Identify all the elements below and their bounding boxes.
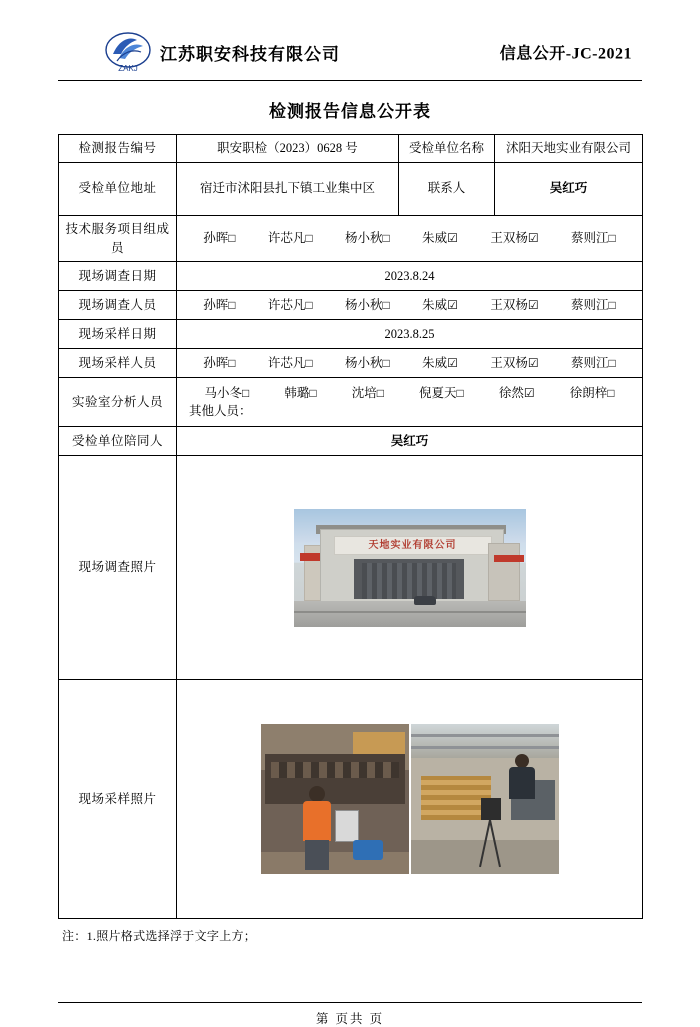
- staff-checkbox-item[interactable]: [490, 229, 538, 248]
- checkbox-empty-icon[interactable]: □: [608, 355, 616, 370]
- document-code: 信息公开-JC-2021: [499, 45, 632, 63]
- staff-name: 朱威: [422, 355, 448, 370]
- table-row: [59, 291, 643, 320]
- photo-beam-1: [411, 734, 559, 737]
- table-row: [59, 680, 643, 919]
- sample-date-label: 现场采样日期: [59, 320, 177, 349]
- report-no-value: 职安职检（2023）0628 号: [177, 135, 399, 163]
- staff-name: 朱威: [422, 297, 448, 312]
- team-members-list: [181, 229, 638, 248]
- checkbox-empty-icon[interactable]: □: [608, 231, 616, 246]
- table-note: 注：1.照片格式选择浮于文字上方；: [62, 929, 257, 944]
- checkbox-empty-icon[interactable]: □: [382, 297, 390, 312]
- staff-checkbox-item[interactable]: [268, 229, 313, 248]
- checkbox-empty-icon[interactable]: □: [382, 355, 390, 370]
- report-no-label: 检测报告编号: [59, 135, 177, 163]
- staff-name: 蔡则江: [571, 297, 609, 312]
- photo-tripod-leg-1: [479, 820, 491, 867]
- staff-checkbox-item[interactable]: [571, 296, 616, 315]
- table-row: [59, 135, 643, 163]
- table-row: [59, 456, 643, 680]
- staff-name: 孙晖: [203, 297, 229, 312]
- survey-staff-cell: [177, 291, 643, 320]
- survey-photo-label: 现场调查照片: [59, 456, 177, 680]
- photo-technician-body: [509, 767, 535, 799]
- staff-checkbox-item[interactable]: [268, 354, 313, 373]
- staff-name: 杨小秋: [345, 355, 383, 370]
- staff-checkbox-item[interactable]: [203, 229, 235, 248]
- survey-date-label: 现场调查日期: [59, 262, 177, 291]
- photo-vehicle: [414, 596, 436, 605]
- sample-staff-cell: [177, 349, 643, 378]
- client-address-value: 宿迁市沭阳县扎下镇工业集中区: [177, 162, 399, 215]
- staff-checkbox-item[interactable]: [203, 354, 235, 373]
- checkbox-checked-icon[interactable]: ☑: [447, 297, 458, 312]
- checkbox-checked-icon[interactable]: ☑: [527, 297, 539, 312]
- sampling-photo-left: [261, 724, 409, 874]
- contact-value: 吴红巧: [495, 162, 643, 215]
- document-header: [58, 26, 642, 78]
- sample-photo-container: [181, 684, 638, 914]
- checkbox-empty-icon[interactable]: □: [456, 385, 464, 400]
- photo-beam-2: [411, 746, 559, 749]
- lab-staff-label: 实验室分析人员: [59, 378, 177, 427]
- staff-name: 王双杨: [490, 297, 528, 312]
- checkbox-empty-icon[interactable]: □: [608, 297, 616, 312]
- photo-road-line: [294, 611, 526, 613]
- checkbox-empty-icon[interactable]: □: [305, 355, 313, 370]
- photo-sampling-device: [335, 810, 359, 842]
- staff-checkbox-item[interactable]: [571, 229, 616, 248]
- table-row: [59, 320, 643, 349]
- photo-tripod-sampler: [471, 798, 511, 868]
- staff-name: 朱威: [422, 231, 448, 246]
- checkbox-checked-icon[interactable]: ☑: [447, 355, 458, 370]
- photo-worker-vest: [303, 801, 331, 841]
- page-title: 检测报告信息公开表: [269, 102, 431, 121]
- info-table: [58, 134, 643, 919]
- checkbox-empty-icon[interactable]: □: [228, 355, 236, 370]
- staff-checkbox-item[interactable]: [345, 229, 390, 248]
- sample-photo-label: 现场采样照片: [59, 680, 177, 919]
- survey-photo-container: [181, 460, 638, 675]
- staff-name: 孙晖: [203, 355, 229, 370]
- team-members-cell: [177, 215, 643, 262]
- footer-divider: [58, 1002, 642, 1003]
- table-row: [59, 427, 643, 456]
- client-name-value: 沭阳天地实业有限公司: [495, 135, 643, 163]
- sample-staff-list: [181, 354, 638, 373]
- photo-technician-head: [515, 754, 529, 768]
- sample-photo-pair: [261, 724, 559, 874]
- photo-ground: [294, 601, 526, 627]
- other-staff-label: 其他人员：: [189, 404, 252, 419]
- staff-name: 王双杨: [490, 231, 528, 246]
- photo-tripod-leg-2: [489, 820, 501, 867]
- checkbox-checked-icon[interactable]: ☑: [527, 231, 539, 246]
- staff-name: 徐朗梓: [569, 385, 608, 400]
- checkbox-empty-icon[interactable]: □: [309, 385, 317, 400]
- table-row: [59, 162, 643, 215]
- photo-worker-legs: [305, 840, 329, 870]
- page-number: 第 页共 页: [315, 1012, 385, 1027]
- staff-checkbox-item[interactable]: [422, 354, 458, 373]
- survey-staff-list: [181, 296, 638, 315]
- photo-ceiling: [411, 724, 559, 758]
- factory-entrance-photo: [294, 509, 526, 627]
- checkbox-checked-icon[interactable]: ☑: [523, 385, 535, 400]
- survey-date-value: 2023.8.24: [177, 262, 643, 291]
- staff-name: 许芯凡: [267, 355, 306, 370]
- staff-name: 孙晖: [203, 231, 229, 246]
- checkbox-empty-icon[interactable]: □: [305, 231, 313, 246]
- photo-company-sign: 天地实业有限公司: [334, 536, 492, 555]
- staff-name: 杨小秋: [345, 297, 383, 312]
- checkbox-empty-icon[interactable]: □: [305, 297, 313, 312]
- staff-checkbox-item[interactable]: [345, 296, 390, 315]
- client-name-label: 受检单位名称: [399, 135, 495, 163]
- lab-staff-cell: [177, 378, 643, 427]
- staff-name: 马小冬: [204, 385, 243, 400]
- sample-staff-label: 现场采样人员: [59, 349, 177, 378]
- staff-name: 倪夏天: [419, 385, 457, 400]
- staff-name: 徐然: [498, 385, 524, 400]
- staff-checkbox-item[interactable]: [422, 229, 458, 248]
- staff-name: 蔡则江: [571, 231, 609, 246]
- team-label: 技术服务项目组成员: [59, 215, 177, 262]
- staff-checkbox-item[interactable]: [419, 384, 464, 403]
- staff-name: 沈培: [351, 385, 377, 400]
- staff-name: 杨小秋: [345, 231, 383, 246]
- sample-date-value: 2023.8.25: [177, 320, 643, 349]
- staff-checkbox-item[interactable]: [490, 354, 538, 373]
- table-row: [59, 215, 643, 262]
- client-address-label: 受检单位地址: [59, 162, 177, 215]
- photo-sampler-box: [481, 798, 501, 820]
- checkbox-empty-icon[interactable]: □: [228, 297, 236, 312]
- staff-checkbox-item[interactable]: [345, 354, 390, 373]
- checkbox-empty-icon[interactable]: □: [607, 385, 615, 400]
- staff-checkbox-item[interactable]: [422, 296, 458, 315]
- staff-checkbox-item[interactable]: [352, 384, 384, 403]
- staff-name: 许芯凡: [267, 231, 306, 246]
- table-row: [59, 378, 643, 427]
- survey-staff-label: 现场调查人员: [59, 291, 177, 320]
- header-divider: [58, 80, 642, 81]
- photo-red-banner-right: [494, 555, 524, 562]
- photo-machine: [265, 754, 405, 804]
- checkbox-checked-icon[interactable]: ☑: [527, 355, 539, 370]
- staff-name: 蔡则江: [571, 355, 609, 370]
- staff-checkbox-item[interactable]: [203, 296, 235, 315]
- photo-worker: [301, 786, 335, 868]
- photo-entrance-door: [354, 559, 464, 599]
- checkbox-empty-icon[interactable]: □: [376, 385, 384, 400]
- staff-checkbox-item[interactable]: [571, 354, 616, 373]
- checkbox-empty-icon[interactable]: □: [228, 231, 236, 246]
- accompany-value: 吴红巧: [177, 427, 643, 456]
- photo-worker-head: [309, 786, 325, 802]
- staff-name: 韩璐: [284, 385, 310, 400]
- survey-photo-cell: [177, 456, 643, 680]
- contact-label: 联系人: [399, 162, 495, 215]
- photo-floor: [261, 852, 409, 874]
- staff-name: 许芯凡: [267, 297, 306, 312]
- staff-name: 王双杨: [490, 355, 528, 370]
- staff-checkbox-item[interactable]: [268, 296, 313, 315]
- photo-right-building: [488, 543, 520, 601]
- company-name: 江苏职安科技有限公司: [160, 44, 340, 64]
- sampling-photo-right: [411, 724, 559, 874]
- company-logo-icon: [102, 29, 154, 75]
- checkbox-empty-icon[interactable]: □: [242, 385, 250, 400]
- staff-checkbox-item[interactable]: [284, 384, 316, 403]
- photo-technician: [507, 754, 537, 814]
- table-row: [59, 349, 643, 378]
- checkbox-checked-icon[interactable]: ☑: [447, 231, 458, 246]
- accompany-label: 受检单位陪同人: [59, 427, 177, 456]
- checkbox-empty-icon[interactable]: □: [382, 231, 390, 246]
- staff-checkbox-item[interactable]: [570, 384, 615, 403]
- photo-blue-container: [353, 840, 383, 860]
- lab-staff-list: [181, 384, 638, 403]
- staff-checkbox-item[interactable]: [499, 384, 535, 403]
- table-row: [59, 262, 643, 291]
- staff-checkbox-item[interactable]: [205, 384, 250, 403]
- sample-photo-cell: [177, 680, 643, 919]
- staff-checkbox-item[interactable]: [490, 296, 538, 315]
- svg-text:ZAKJ: ZAKJ: [118, 64, 138, 73]
